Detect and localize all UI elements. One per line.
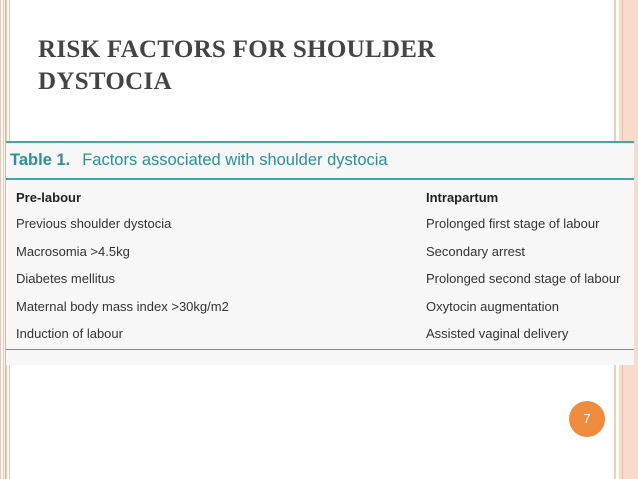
column-header: Intrapartum [426, 190, 499, 205]
table-row: Secondary arrest [426, 243, 525, 259]
table-row: Diabetes mellitus [16, 271, 115, 286]
table-row: Assisted vaginal delivery [426, 326, 569, 341]
table-row: Induction of labour [16, 326, 123, 341]
caption-divider [6, 178, 634, 180]
column-pre-labour [16, 188, 229, 351]
factors-table [6, 141, 634, 365]
column-header: Pre-labour [16, 190, 82, 205]
column-intrapartum [426, 188, 620, 351]
table-caption-text: Factors associated with shoulder dystocia [82, 151, 388, 169]
table-caption [10, 151, 388, 175]
table-row: Oxytocin augmentation [426, 298, 559, 314]
table-row: Previous shoulder dystocia [16, 216, 172, 231]
table-row: Maternal body mass index >30kg/m2 [16, 298, 229, 314]
table-bottom-divider [6, 349, 634, 350]
slide-title: RISK FACTORS FOR SHOULDER DYSTOCIA [38, 36, 436, 95]
table-label: Table 1. [10, 151, 71, 169]
table-row: Macrosomia >4.5kg [16, 243, 130, 259]
table-row: Prolonged first stage of labour [426, 216, 600, 231]
table-row: Prolonged second stage of labour [426, 271, 621, 286]
page-number-badge: 7 [569, 401, 605, 437]
